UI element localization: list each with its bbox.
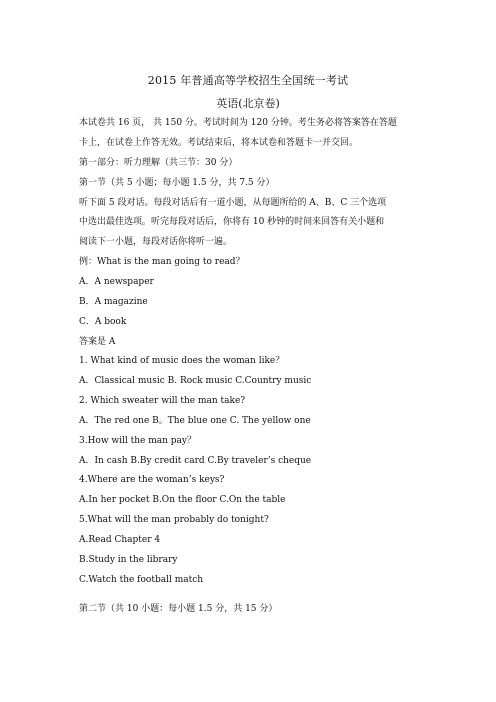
section-heading: 第一部分：听力理解（共三节：30 分） (79, 158, 238, 168)
question-5-option-b: B.Study in the library (79, 555, 178, 565)
instructions-line: 本试卷共 16 页， 共 150 分。考试时间为 120 分钟。考生务必将答案答在答题 (79, 118, 397, 128)
example-option: C．A book (79, 317, 127, 327)
section-two-heading: 第二节（共 10 小题：每小题 1.5 分，共 15 分） (79, 604, 278, 614)
example-answer: 答案是 A (79, 337, 116, 347)
question-3: 3.How will the man pay？ (79, 436, 196, 446)
question-5-option-a: A.Read Chapter 4 (79, 535, 161, 545)
question-4: 4.Where are the woman’s keys? (79, 475, 225, 485)
question-2: 2. Which sweater will the man take? (79, 396, 246, 406)
directions-line: 阅读下一小题，每段对话你将听一遍。 (79, 237, 233, 247)
directions-line: 听下面 5 段对话。每段对话后有一道小题，从每题所给的 A、B、C 三个选项 (79, 198, 387, 208)
question-4-options: A.In her pocket B.On the floor C.On the table (79, 495, 286, 505)
question-5: 5.What will the man probably do tonight? (79, 515, 269, 525)
example-question: 例：What is the man going to read？ (79, 257, 245, 267)
instructions-line: 卡上，在试卷上作答无效。考试结束后，将本试卷和答题卡一并交回。 (79, 138, 359, 148)
question-3-options: A．In cash B.By credit card C.By traveler’s cheque (79, 456, 312, 466)
page-title: 2015 年普通高等学校招生全国统一考试 (147, 74, 349, 87)
question-1: 1. What kind of music does the woman like？ (79, 356, 285, 366)
question-2-options: A．The red one B。The blue one C. The yellow one (79, 416, 311, 426)
example-option: B．A magazine (79, 297, 148, 307)
example-option: A．A newspaper (79, 277, 154, 287)
directions-line: 中选出最佳选项。听完每段对话后，你将有 10 秒钟的时间来回答有关小题和 (79, 217, 385, 227)
subsection-heading: 第一节（共 5 小题；每小题 1.5 分，共 7.5 分） (79, 178, 275, 188)
page-subtitle: 英语(北京卷) (216, 97, 280, 110)
question-5-option-c: C.Watch the football match (79, 575, 204, 585)
question-1-options: A．Classical music B. Rock music C.Country music (79, 376, 312, 386)
